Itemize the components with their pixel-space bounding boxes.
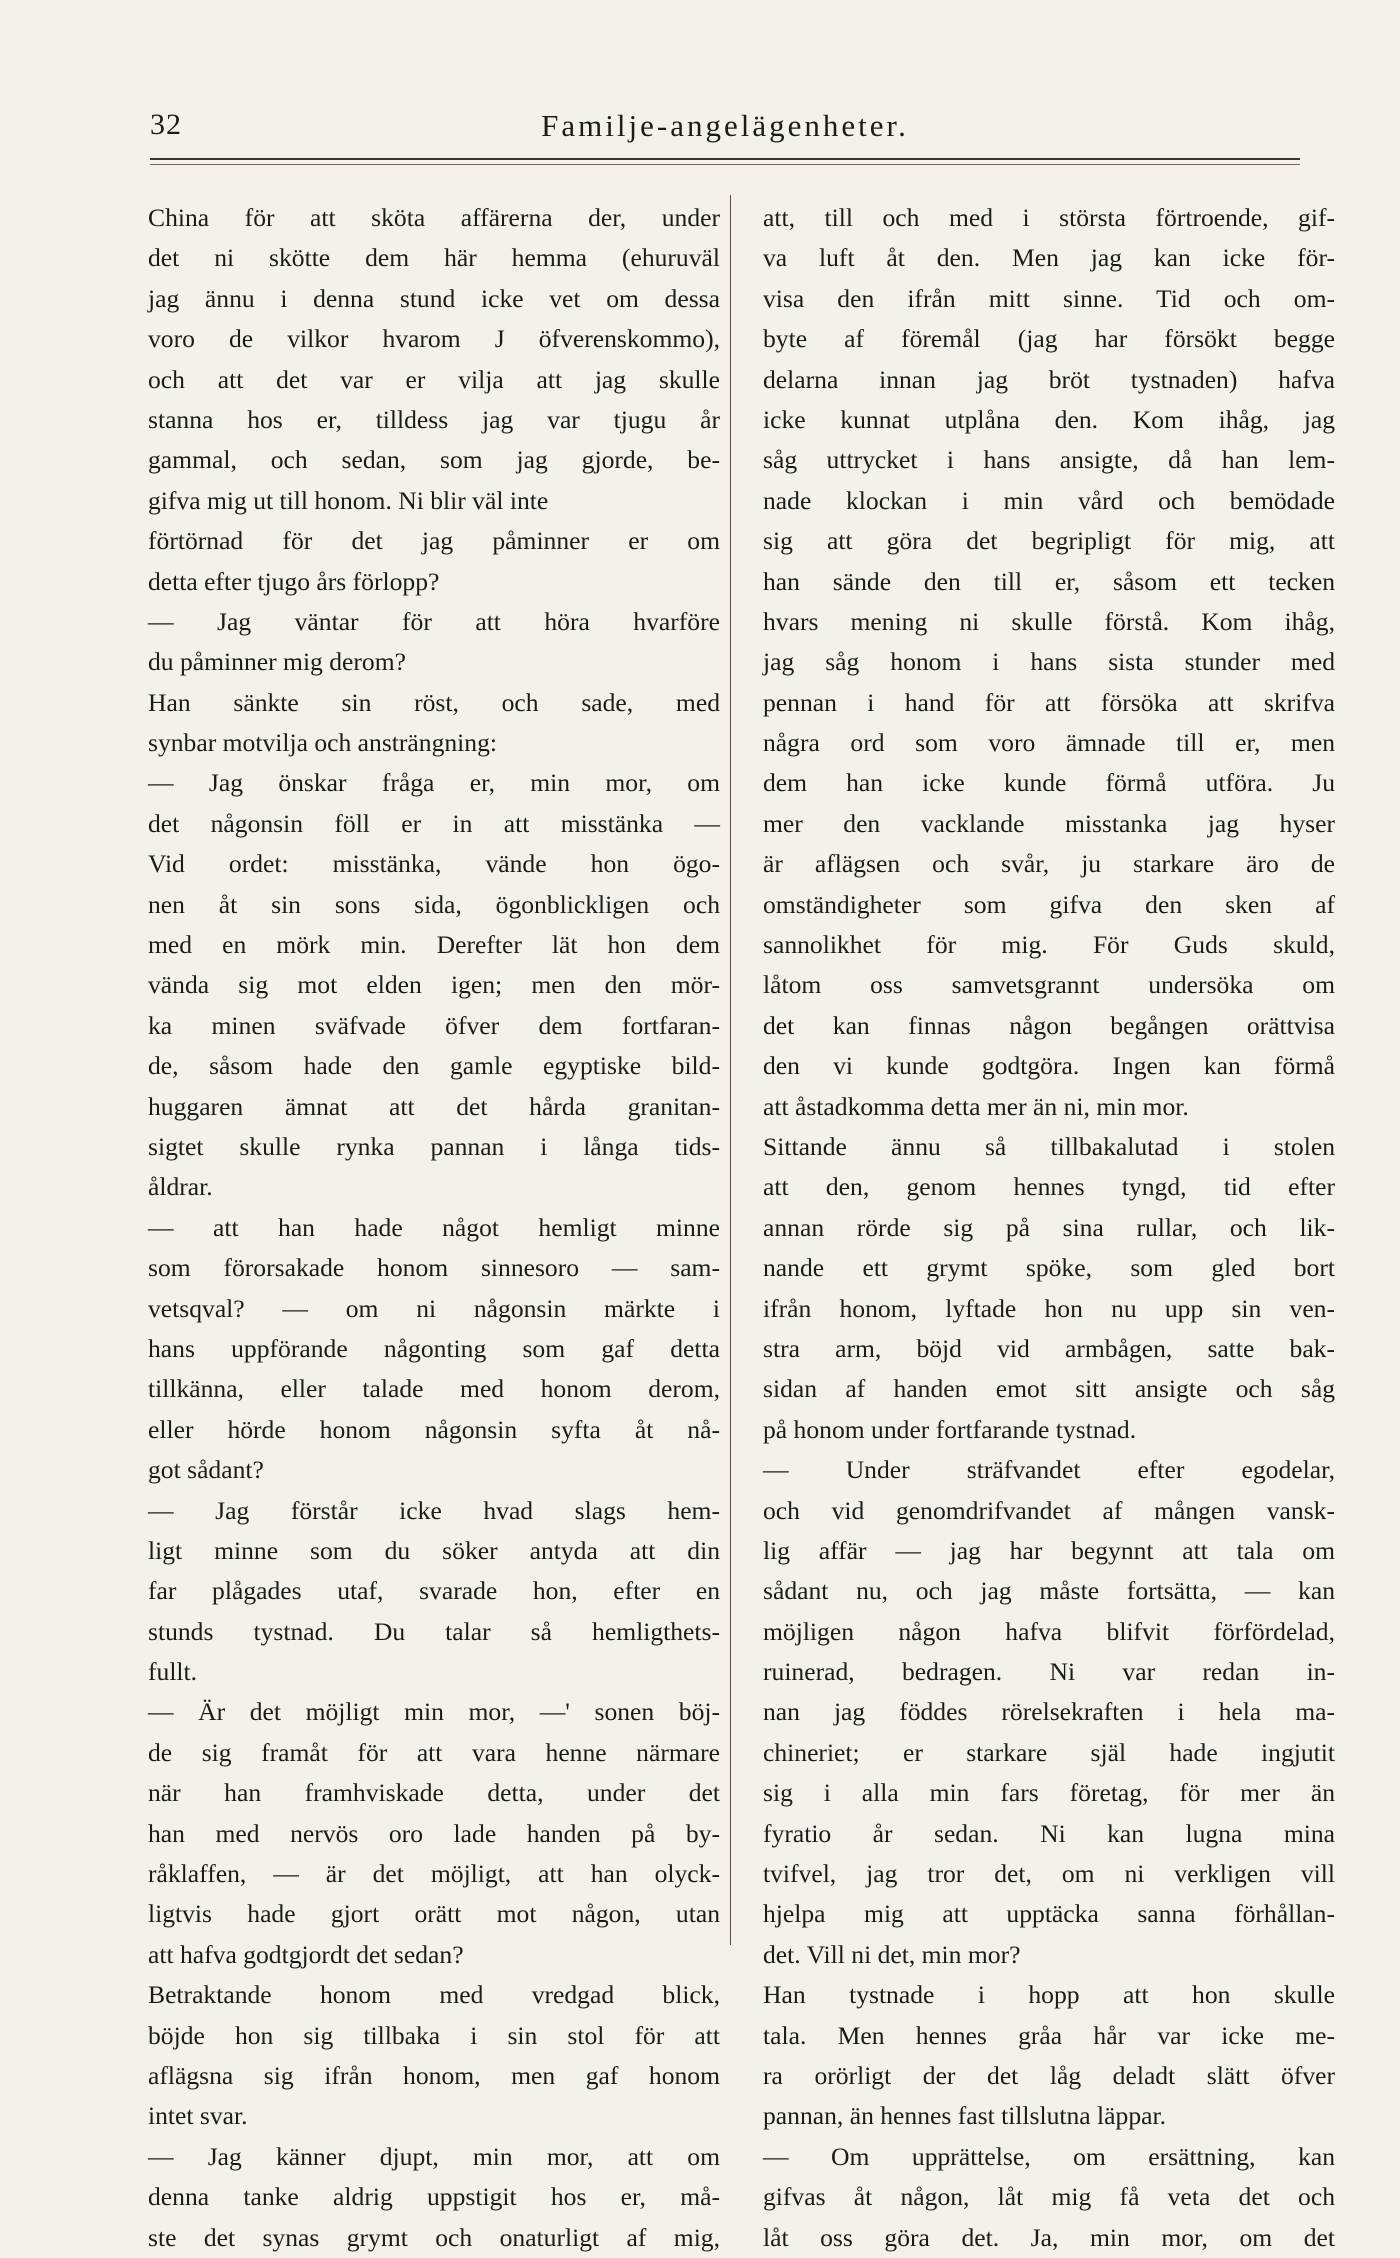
text-line: fyratio år sedan. Ni kan lugna mina xyxy=(763,1818,1335,1848)
text-line: att den, genom hennes tyngd, tid efter xyxy=(763,1172,1335,1202)
text-line: den vi kunde godtgöra. Ingen kan förmå xyxy=(763,1051,1335,1081)
text-line: — att han hade något hemligt minne xyxy=(148,1212,720,1242)
text-line: — Jag känner djupt, min mor, att om xyxy=(148,2141,720,2171)
text-line: du påminner mig derom? xyxy=(148,647,406,677)
text-line: förtörnad för det jag påminner er om xyxy=(148,526,720,556)
text-line: när han framhviskade detta, under det xyxy=(148,1778,720,1808)
text-line: nade klockan i min vård och bemödade xyxy=(763,485,1335,515)
text-line: att hafva godtgjordt det sedan? xyxy=(148,1939,464,1969)
text-line: tala. Men hennes gråa hår var icke me- xyxy=(763,2020,1335,2050)
text-line: intet svar. xyxy=(148,2101,248,2131)
text-line: de sig framåt för att vara henne närmare xyxy=(148,1737,720,1767)
text-line: med en mörk min. Derefter lät hon dem xyxy=(148,930,720,960)
text-line: gifva mig ut till honom. Ni blir väl inte xyxy=(148,485,549,515)
text-line: mer den vacklande misstanka jag hyser xyxy=(763,808,1335,838)
text-line: — Under sträfvandet efter egodelar, xyxy=(763,1455,1335,1485)
text-line: är aflägsen och svår, ju starkare äro de xyxy=(763,849,1335,879)
text-line: denna tanke aldrig uppstigit hos er, må- xyxy=(148,2182,720,2212)
text-line: ka minen sväfvade öfver dem fortfaran- xyxy=(148,1010,720,1040)
text-line: låtom oss samvetsgrannt undersöka om xyxy=(763,970,1335,1000)
text-line: vända sig mot elden igen; men den mör- xyxy=(148,970,720,1000)
text-line: åldrar. xyxy=(148,1172,213,1202)
text-line: råklaffen, — är det möjligt, att han olyck- xyxy=(148,1859,720,1889)
text-line: tvifvel, jag tror det, om ni verkligen vill xyxy=(763,1859,1335,1889)
text-line: va luft åt den. Men jag kan icke för- xyxy=(763,243,1335,273)
text-line: — Jag förstår icke hvad slags hem- xyxy=(148,1495,720,1525)
right-column xyxy=(763,198,1335,2258)
text-line: Sittande ännu så tillbakalutad i stolen xyxy=(763,1131,1335,1161)
text-line: — Är det möjligt min mor, —' sonen böj- xyxy=(148,1697,720,1727)
text-line: byte af föremål (jag har försökt begge xyxy=(763,324,1335,354)
text-line: låt oss göra det. Ja, min mor, om det xyxy=(763,2222,1335,2252)
text-line: — Om upprättelse, om ersättning, kan xyxy=(763,2141,1335,2171)
text-line: det någonsin föll er in att misstänka — xyxy=(148,808,720,838)
text-line: stanna hos er, tilldess jag var tjugu år xyxy=(148,404,720,434)
text-line: eller hörde honom någonsin syfta åt nå- xyxy=(148,1414,720,1444)
text-line: hans uppförande någonting som gaf detta xyxy=(148,1333,720,1363)
text-line: och vid genomdrifvandet af mången vansk- xyxy=(763,1495,1335,1525)
text-line: det ni skötte dem här hemma (ehuruväl xyxy=(148,243,720,273)
text-line: aflägsna sig ifrån honom, men gaf honom xyxy=(148,2060,720,2090)
text-line: China för att sköta affärerna der, under xyxy=(148,203,720,232)
text-line: sannolikhet för mig. För Guds skuld, xyxy=(763,930,1335,960)
text-line: sådant nu, och jag måste fortsätta, — kan xyxy=(763,1576,1335,1606)
text-line: dem han icke kunde förmå utföra. Ju xyxy=(763,768,1335,798)
text-line: pannan, än hennes fast tillslutna läppar. xyxy=(763,2101,1166,2131)
text-line: chineriet; er starkare själ hade ingjutit xyxy=(763,1737,1335,1767)
left-column xyxy=(148,198,720,2258)
text-line: icke kunnat utplåna den. Kom ihåg, jag xyxy=(763,404,1335,434)
text-line: voro de vilkor hvarom J öfverenskommo), xyxy=(148,324,720,354)
text-line: han med nervös oro lade handen på by- xyxy=(148,1818,720,1848)
text-line: huggaren ämnat att det hårda granitan- xyxy=(148,1091,720,1121)
text-line: sigtet skulle rynka pannan i långa tids- xyxy=(148,1131,720,1161)
text-line: stra arm, böjd vid armbågen, satte bak- xyxy=(763,1333,1335,1363)
text-line: vetsqval? — om ni någonsin märkte i xyxy=(148,1293,720,1323)
text-line: det. Vill ni det, min mor? xyxy=(763,1939,1021,1969)
text-line: på honom under fortfarande tystnad. xyxy=(763,1414,1137,1444)
text-line: Han sänkte sin röst, och sade, med xyxy=(148,687,720,717)
text-line: såg uttrycket i hans ansigte, då han lem- xyxy=(763,445,1335,475)
text-line: far plågades utaf, svarade hon, efter en xyxy=(148,1576,720,1606)
text-line: ste det synas grymt och onaturligt af mig, xyxy=(148,2222,720,2252)
text-line: de, såsom hade den gamle egyptiske bild- xyxy=(148,1051,720,1081)
text-line: och att det var er vilja att jag skulle xyxy=(148,364,720,394)
text-line: Betraktande honom med vredgad blick, xyxy=(148,1980,720,2010)
text-line: möjligen någon hafva blifvit förfördelad, xyxy=(763,1616,1335,1646)
text-line: ruinerad, bedragen. Ni var redan in- xyxy=(763,1657,1335,1687)
text-line: — Jag väntar för att höra hvarföre xyxy=(148,606,720,636)
text-line: ifrån honom, lyftade hon nu upp sin ven- xyxy=(763,1293,1335,1323)
text-line: — Jag önskar fråga er, min mor, om xyxy=(148,768,720,798)
text-line: delarna innan jag bröt tystnaden) hafva xyxy=(763,364,1335,394)
text-line: Vid ordet: misstänka, vände hon ögo- xyxy=(148,849,720,879)
text-line: omständigheter som gifva den sken af xyxy=(763,889,1335,919)
text-line: tillkänna, eller talade med honom derom, xyxy=(148,1374,720,1404)
text-line: sidan af handen emot sitt ansigte och såg xyxy=(763,1374,1335,1404)
page-header xyxy=(150,108,1300,148)
text-line: gammal, och sedan, som jag gjorde, be- xyxy=(148,445,720,475)
page-number: 32 xyxy=(150,108,182,141)
text-line: visa den ifrån mitt sinne. Tid och om- xyxy=(763,283,1335,313)
text-line: pennan i hand för att försöka att skrifva xyxy=(763,687,1335,717)
running-head: Familje-angelägenheter. xyxy=(541,108,909,143)
text-line: fullt. xyxy=(148,1657,198,1687)
column-divider xyxy=(730,195,731,1945)
text-line: sig att göra det begripligt för mig, att xyxy=(763,526,1335,556)
text-line: annan rörde sig på sina rullar, och lik- xyxy=(763,1212,1335,1242)
text-line: ra orörligt der det låg deladt slätt öfver xyxy=(763,2060,1335,2090)
text-line: synbar motvilja och ansträngning: xyxy=(148,728,498,758)
text-line: got sådant? xyxy=(148,1455,264,1485)
text-line: hjelpa mig att upptäcka sanna förhållan- xyxy=(763,1899,1335,1929)
text-line: att åstadkomma detta mer än ni, min mor. xyxy=(763,1091,1189,1121)
text-line: jag såg honom i hans sista stunder med xyxy=(763,647,1335,677)
text-line: nande ett grymt spöke, som gled bort xyxy=(763,1253,1335,1283)
text-line: jag ännu i denna stund icke vet om dessa xyxy=(148,283,720,313)
text-line: att, till och med i största förtroende, gif- xyxy=(763,203,1335,232)
text-line: nan jag föddes rörelsekraften i hela ma- xyxy=(763,1697,1335,1727)
text-line: lig affär — jag har begynnt att tala om xyxy=(763,1535,1335,1565)
text-line: gifvas åt någon, låt mig få veta det och xyxy=(763,2182,1335,2212)
header-rule xyxy=(150,158,1300,165)
text-line: som förorsakade honom sinnesoro — sam- xyxy=(148,1253,720,1283)
text-line: stunds tystnad. Du talar så hemligthets- xyxy=(148,1616,720,1646)
text-line: böjde hon sig tillbaka i sin stol för att xyxy=(148,2020,720,2050)
text-line: ligtvis hade gjort orätt mot någon, utan xyxy=(148,1899,720,1929)
text-line: ligt minne som du söker antyda att din xyxy=(148,1535,720,1565)
text-line: han sände den till er, såsom ett tecken xyxy=(763,566,1335,596)
text-line: hvars mening ni skulle förstå. Kom ihåg, xyxy=(763,606,1335,636)
text-line: några ord som voro ämnade till er, men xyxy=(763,728,1335,758)
text-line: detta efter tjugo års förlopp? xyxy=(148,566,440,596)
text-line: nen åt sin sons sida, ögonblickligen och xyxy=(148,889,720,919)
text-line: sig i alla min fars företag, för mer än xyxy=(763,1778,1335,1808)
text-line: det kan finnas någon begången orättvisa xyxy=(763,1010,1335,1040)
text-line: Han tystnade i hopp att hon skulle xyxy=(763,1980,1335,2010)
